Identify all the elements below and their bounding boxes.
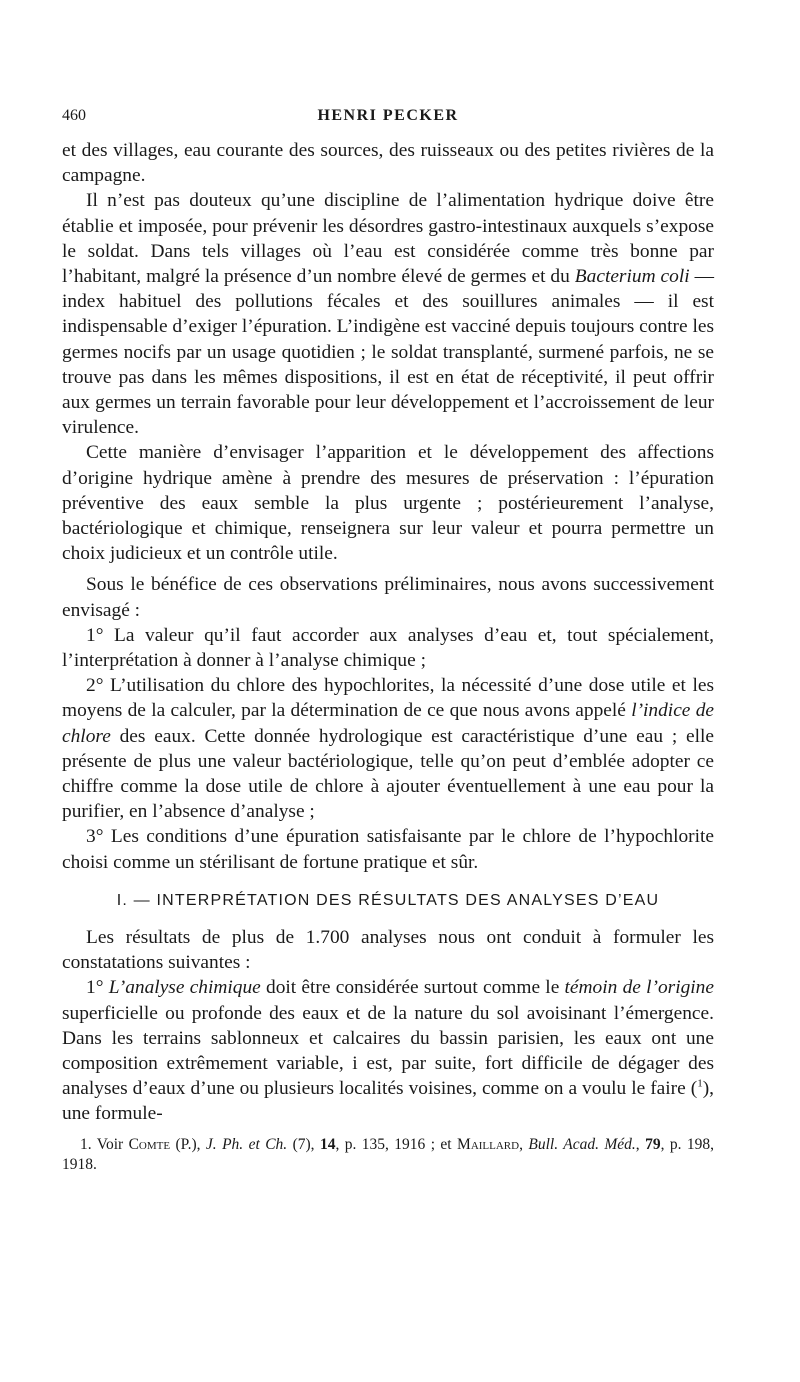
bacterium-term: Bacterium coli (574, 266, 690, 288)
list-item-1: 1° La valeur qu’il faut accorder aux analyses d’eau et, tout spécialement, l’interprétation à donner à l’analyse chimique ; (62, 624, 714, 672)
chlorine-index-term: l’indice de chlore (62, 700, 714, 747)
footnote-ref[interactable]: 1 (697, 1077, 703, 1090)
running-title: HENRI PECKER (317, 107, 459, 124)
paragraph-observations: Sous le bénéfice de ces observations préliminaires, nous avons successivement envisagé : (62, 574, 714, 621)
footnote: 1. Voir Comte (P.), J. Ph. et Ch. (7), 14, p. 135, 1916 ; et Maillard, Bull. Acad. Méd., 79, p. 198, 1918. (62, 1135, 715, 1173)
paragraph-discipline: Il n’est pas douteux qu’une discipline de l’alimentation hydrique doive être établie et imposée, pour prévenir les désordres gastro-intestinaux auxquels s’expose le soldat. Dans tels villages où l’eau est considérée comme très bonne par l’habitant, malgré la présence d’un nombre élevé de germes et du Bacterium coli — index habituel des pollutions fécales et des souillures animales — il est indispensable d’exiger l’épuration. L’indigène est vacciné depuis toujours contre les germes nocifs par un usage quotidien ; le soldat transplanté, surmené parfois, ne se trouve pas dans les mêmes dispositions, il est en état de réceptivité, il peut offrir aux germes un terrain favorable pour leur développement et l’accroissement de leur virulence. (62, 190, 714, 439)
list-item-3: 3° Les conditions d’une épuration satisfaisante par le chlore de l’hypochlorite choisi comme un stérilisant de fortune pratique et sûr. (62, 826, 714, 873)
section-heading: I. — INTERPRÉTATION DES RÉSULTATS DES ANALYSES D’EAU (116, 891, 660, 909)
paragraph-prevention: Cette manière d’envisager l’apparition et le développement des affections d’origine hydrique amène à prendre des mesures de préservation : l’épuration préventive des eaux semble la plus urgente ; postérieurement l’analyse, bactériologique et chimique, renseignera sur leur valeur et pourra permettre un choix judicieux et un contrôle utile. (62, 442, 714, 565)
section-paragraph-2: 1° L’analyse chimique doit être considérée surtout comme le témoin de l’origine superficielle ou profonde des eaux et de la nature du sol avoisinant l’émergence. Dans les terrains sablonneux et calcaires du bassin parisien, les eaux ont une composition extrêmement variable, i est, par suite, fort difficile de dégager des analyses d’eaux d’une ou plusieurs localités voisines, comme on a voulu le faire ($^1$), une formule- (62, 977, 714, 1125)
paragraph-continuation: et des villages, eau courante des sources, des ruisseaux ou des petites rivières de la campagne. (62, 140, 714, 187)
page-content (62, 104, 714, 1175)
running-header (62, 104, 714, 128)
section-paragraph-1: Les résultats de plus de 1.700 analyses nous ont conduit à formuler les constatations suivantes : (62, 926, 714, 974)
list-item-2: 2° L’utilisation du chlore des hypochlorites, la nécessité d’une dose utile et les moyens de la calculer, par la détermination de ce que nous avons appelé l’indice de chlore des eaux. Cette donnée hydrologique est caractéristique d’une eau ; elle présente de plus une valeur bactériologique, telle qu’on peut d’emblée adopter ce chiffre comme la dose utile de chlore à ajouter éventuellement à une eau pour la purifier, en l’absence d’analyse ; (62, 675, 714, 823)
page-number: 460 (62, 107, 86, 124)
